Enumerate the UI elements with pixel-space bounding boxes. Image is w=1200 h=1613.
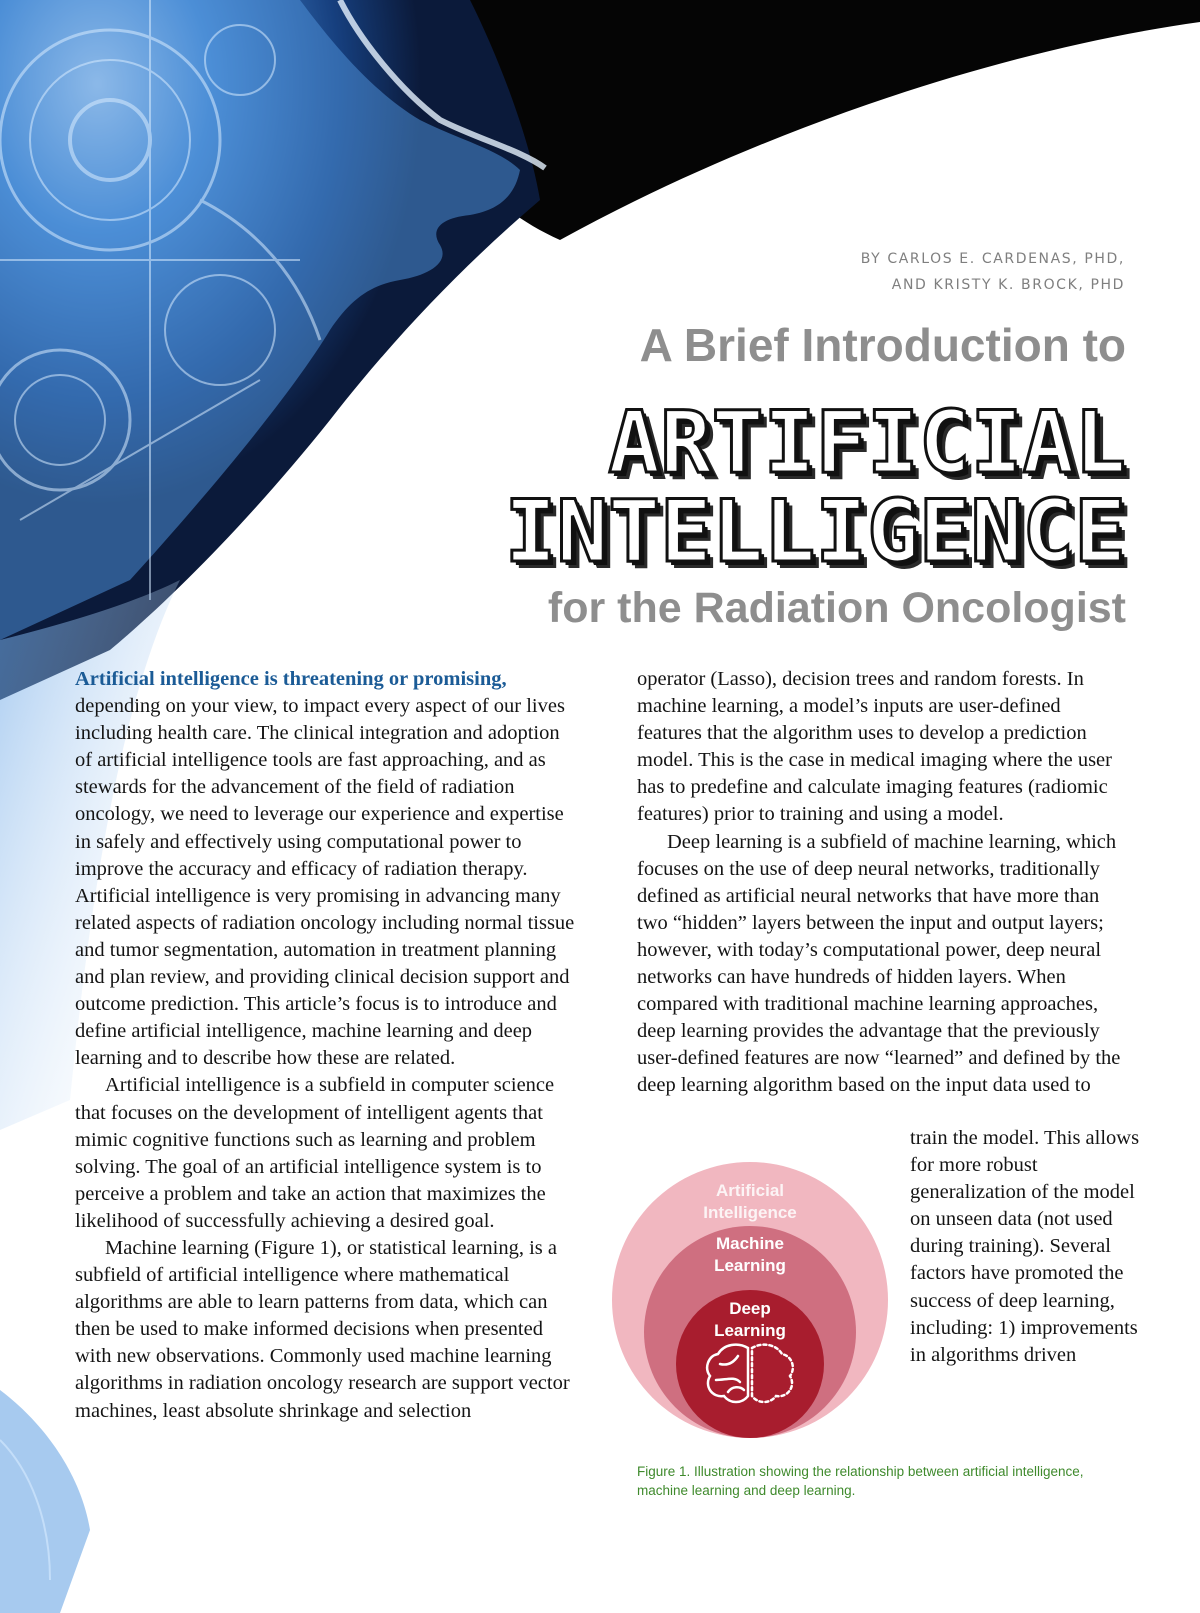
lead-in: Artificial intelligence is threatening or promising,	[75, 668, 507, 690]
paragraph-intro	[75, 666, 575, 1072]
label-artificial: Artificial	[715, 1181, 785, 1200]
label-deep: Deep	[729, 1299, 771, 1318]
label-learning-ml: Learning	[714, 1256, 786, 1275]
byline-line-1: BY CARLOS E. CARDENAS, PHD,	[860, 251, 1125, 267]
paragraph-ml-continued: operator (Lasso), decision trees and random forests. In machine learning, a model’s inputs are user-defined features that the algorithm uses to develop a prediction model. This is the case in medical imaging where the user has to predefine and calculate imaging features (radiomic features) prior to training and using a model.	[637, 668, 1112, 826]
paragraph-wrap-text: train the model. This allows for more robust generalization of the model on unseen data (not used during training). Several factors have promoted the success of deep learning, including: 1) improvements in algorithms driven	[910, 1127, 1140, 1366]
article-column-right	[637, 666, 1127, 1100]
label-learning-dl: Learning	[714, 1321, 786, 1340]
byline-line-2: AND KRISTY K. BROCK, PHD	[891, 277, 1125, 293]
figure-ai-ml-dl-diagram	[600, 1160, 900, 1440]
label-machine: Machine	[715, 1234, 785, 1253]
paragraph-ai-definition: Artificial intelligence is a subfield in computer science that focuses on the development of intelligent agents that mimic cognitive functions such as learning and problem solving. The goal of an artificial intelligence system is to perceive a problem and take an action that maximizes the likelihood of successfully achieving a desired goal.	[75, 1074, 555, 1232]
paragraph-intro-text: depending on your view, to impact every aspect of our lives including health care. The clinical integration and adoption of artificial intelligence tools are fast approaching, and as stewards for the advancement of the field of radiation oncology, we need to leverage our experience and expertise in safely and effectively using computational power to improve the accuracy and efficacy of radiation therapy. Artificial intelligence is very promising in advancing many related aspects of radiation oncology including normal tissue and tumor segmentation, automation in treatment planning and plan review, and providing clinical decision support and outcome prediction. This article’s focus is to introduce and define artificial intelligence, machine learning and deep learning and to describe how these are related.	[75, 695, 575, 1070]
article-column-left	[75, 666, 575, 1425]
title-kicker: A Brief Introduction to	[639, 319, 1126, 371]
headline-artificial: ARTIFICIAL	[608, 393, 1126, 493]
headline-intelligence: INTELLIGENCE	[504, 482, 1126, 582]
figure-caption: Figure 1. Illustration showing the relationship between artificial intelligence, machine learning and deep learning.	[637, 1464, 1084, 1498]
paragraph-deep-learning: Deep learning is a subfield of machine learning, which focuses on the use of deep neural networks, traditionally defined as artificial neural networks that have more than two “hidden” layers between the input and output layers; however, with today’s computational power, deep neural networks can have hundreds of hidden layers. When compared with traditional machine learning approaches, deep learning provides the advantage that the previously user-defined features are now “learned” and defined by the deep learning algorithm based on the input data used to	[637, 830, 1121, 1097]
paragraph-machine-learning: Machine learning (Figure 1), or statistical learning, is a subfield of artificial intelligence where mathematical algorithms are able to learn patterns from data, which can then be used to make informed decisions when presented with new observations. Commonly used machine learning algorithms in radiation oncology research are support vector machines, least absolute shrinkage and selection	[75, 1236, 570, 1422]
title-subtitle: for the Radiation Oncologist	[547, 584, 1126, 632]
label-intelligence: Intelligence	[703, 1203, 797, 1222]
byline	[861, 246, 1125, 298]
